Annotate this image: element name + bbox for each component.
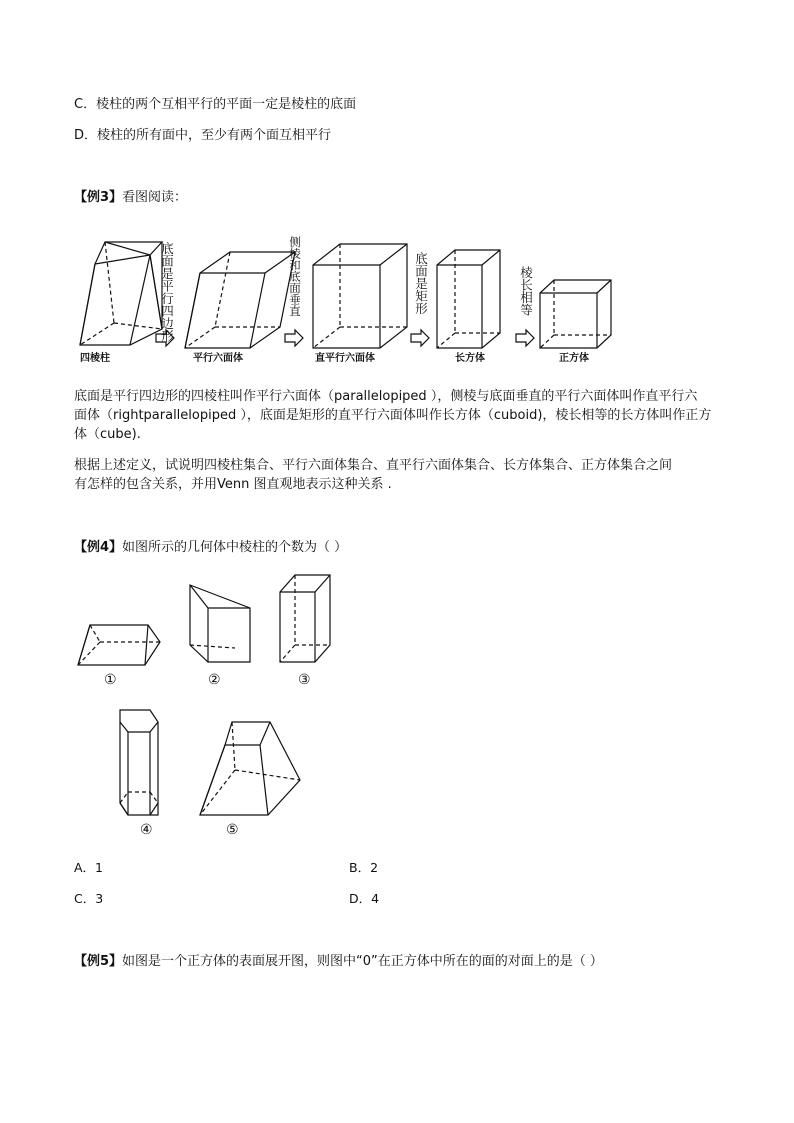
cube-shape [540, 280, 611, 348]
arrow-text-2: 侧棱和底面垂直 [288, 236, 302, 317]
solids-figure [70, 570, 370, 840]
choice-d: D．4 [349, 891, 380, 906]
prism-hierarchy-figure [70, 230, 650, 370]
example-5-heading [74, 953, 603, 970]
definition-line-1: 底面是平行四边形的四棱柱叫作平行六面体（parallelopiped ），侧棱与底面垂直的平行六面体叫作直平行六 [74, 389, 698, 404]
solid-5-shape [200, 722, 300, 815]
arrow-icon [285, 330, 303, 346]
question-line-2: 有怎样的包含关系，并用Venn 图直观地表示这种关系 . [74, 477, 392, 492]
definition-line-2: 面体（rightparallelopiped ），底面是矩形的直平行六面体叫作长方体（cuboid)，棱长相等的长方体叫作正方 [74, 408, 712, 423]
option-c: C．棱柱的两个互相平行的平面一定是棱柱的底面 [74, 97, 357, 112]
choice-b: B．2 [349, 860, 379, 875]
arrow-icon [516, 330, 534, 346]
solid-label-5: ⑤ [226, 822, 239, 838]
definition-paragraph [74, 387, 724, 444]
solid-label-1: ① [104, 672, 117, 688]
arrow-icon [411, 330, 429, 346]
example-4-question: 如图所示的几何体中棱柱的个数为（ ） [122, 540, 348, 555]
parallelepiped-shape [185, 252, 295, 348]
fig-label-5: 正方体 [559, 353, 589, 364]
arrow-text-1: 底面是平行四边形 [159, 242, 175, 342]
example-3-label: 【例3】 [74, 190, 123, 205]
solid-2-shape [190, 585, 250, 662]
option-d: D．棱柱的所有面中，至少有两个面互相平行 [74, 128, 332, 143]
solid-1-shape [78, 625, 160, 665]
cuboid-shape [437, 250, 500, 348]
solid-label-3: ③ [298, 672, 311, 688]
fig-label-2: 平行六面体 [193, 353, 243, 364]
example-3-heading [74, 189, 187, 206]
solid-label-2: ② [208, 672, 221, 688]
example-5-question: 如图是一个正方体的表面展开图，则图中“0”在正方体中所在的面的对面上的是（ ） [122, 954, 603, 969]
definition-line-3: 体（cube). [74, 427, 141, 442]
question-paragraph [74, 456, 724, 494]
solid-4-shape [120, 710, 158, 815]
choice-a: A．1 [74, 860, 104, 875]
fig-label-3: 直平行六面体 [315, 353, 375, 364]
right-parallelepiped-shape [313, 244, 407, 348]
arrow-text-3: 底面是矩形 [413, 252, 429, 315]
example-5-label: 【例5】 [74, 954, 123, 969]
example-4-label: 【例4】 [74, 540, 123, 555]
choice-c: C．3 [74, 891, 104, 906]
example-4-heading [74, 539, 347, 556]
question-line-1: 根据上述定义，试说明四棱柱集合、平行六面体集合、直平行六面体集合、长方体集合、正方体集合之间 [74, 458, 673, 473]
solid-label-4: ④ [140, 822, 153, 838]
example-3-intro: 看图阅读： [122, 190, 188, 205]
fig-label-4: 长方体 [455, 353, 485, 364]
arrow-text-4: 棱长相等 [518, 266, 534, 316]
solid-3-shape [280, 575, 330, 662]
quadrangular-prism-shape [80, 242, 162, 345]
fig-label-1: 四棱柱 [80, 353, 110, 364]
